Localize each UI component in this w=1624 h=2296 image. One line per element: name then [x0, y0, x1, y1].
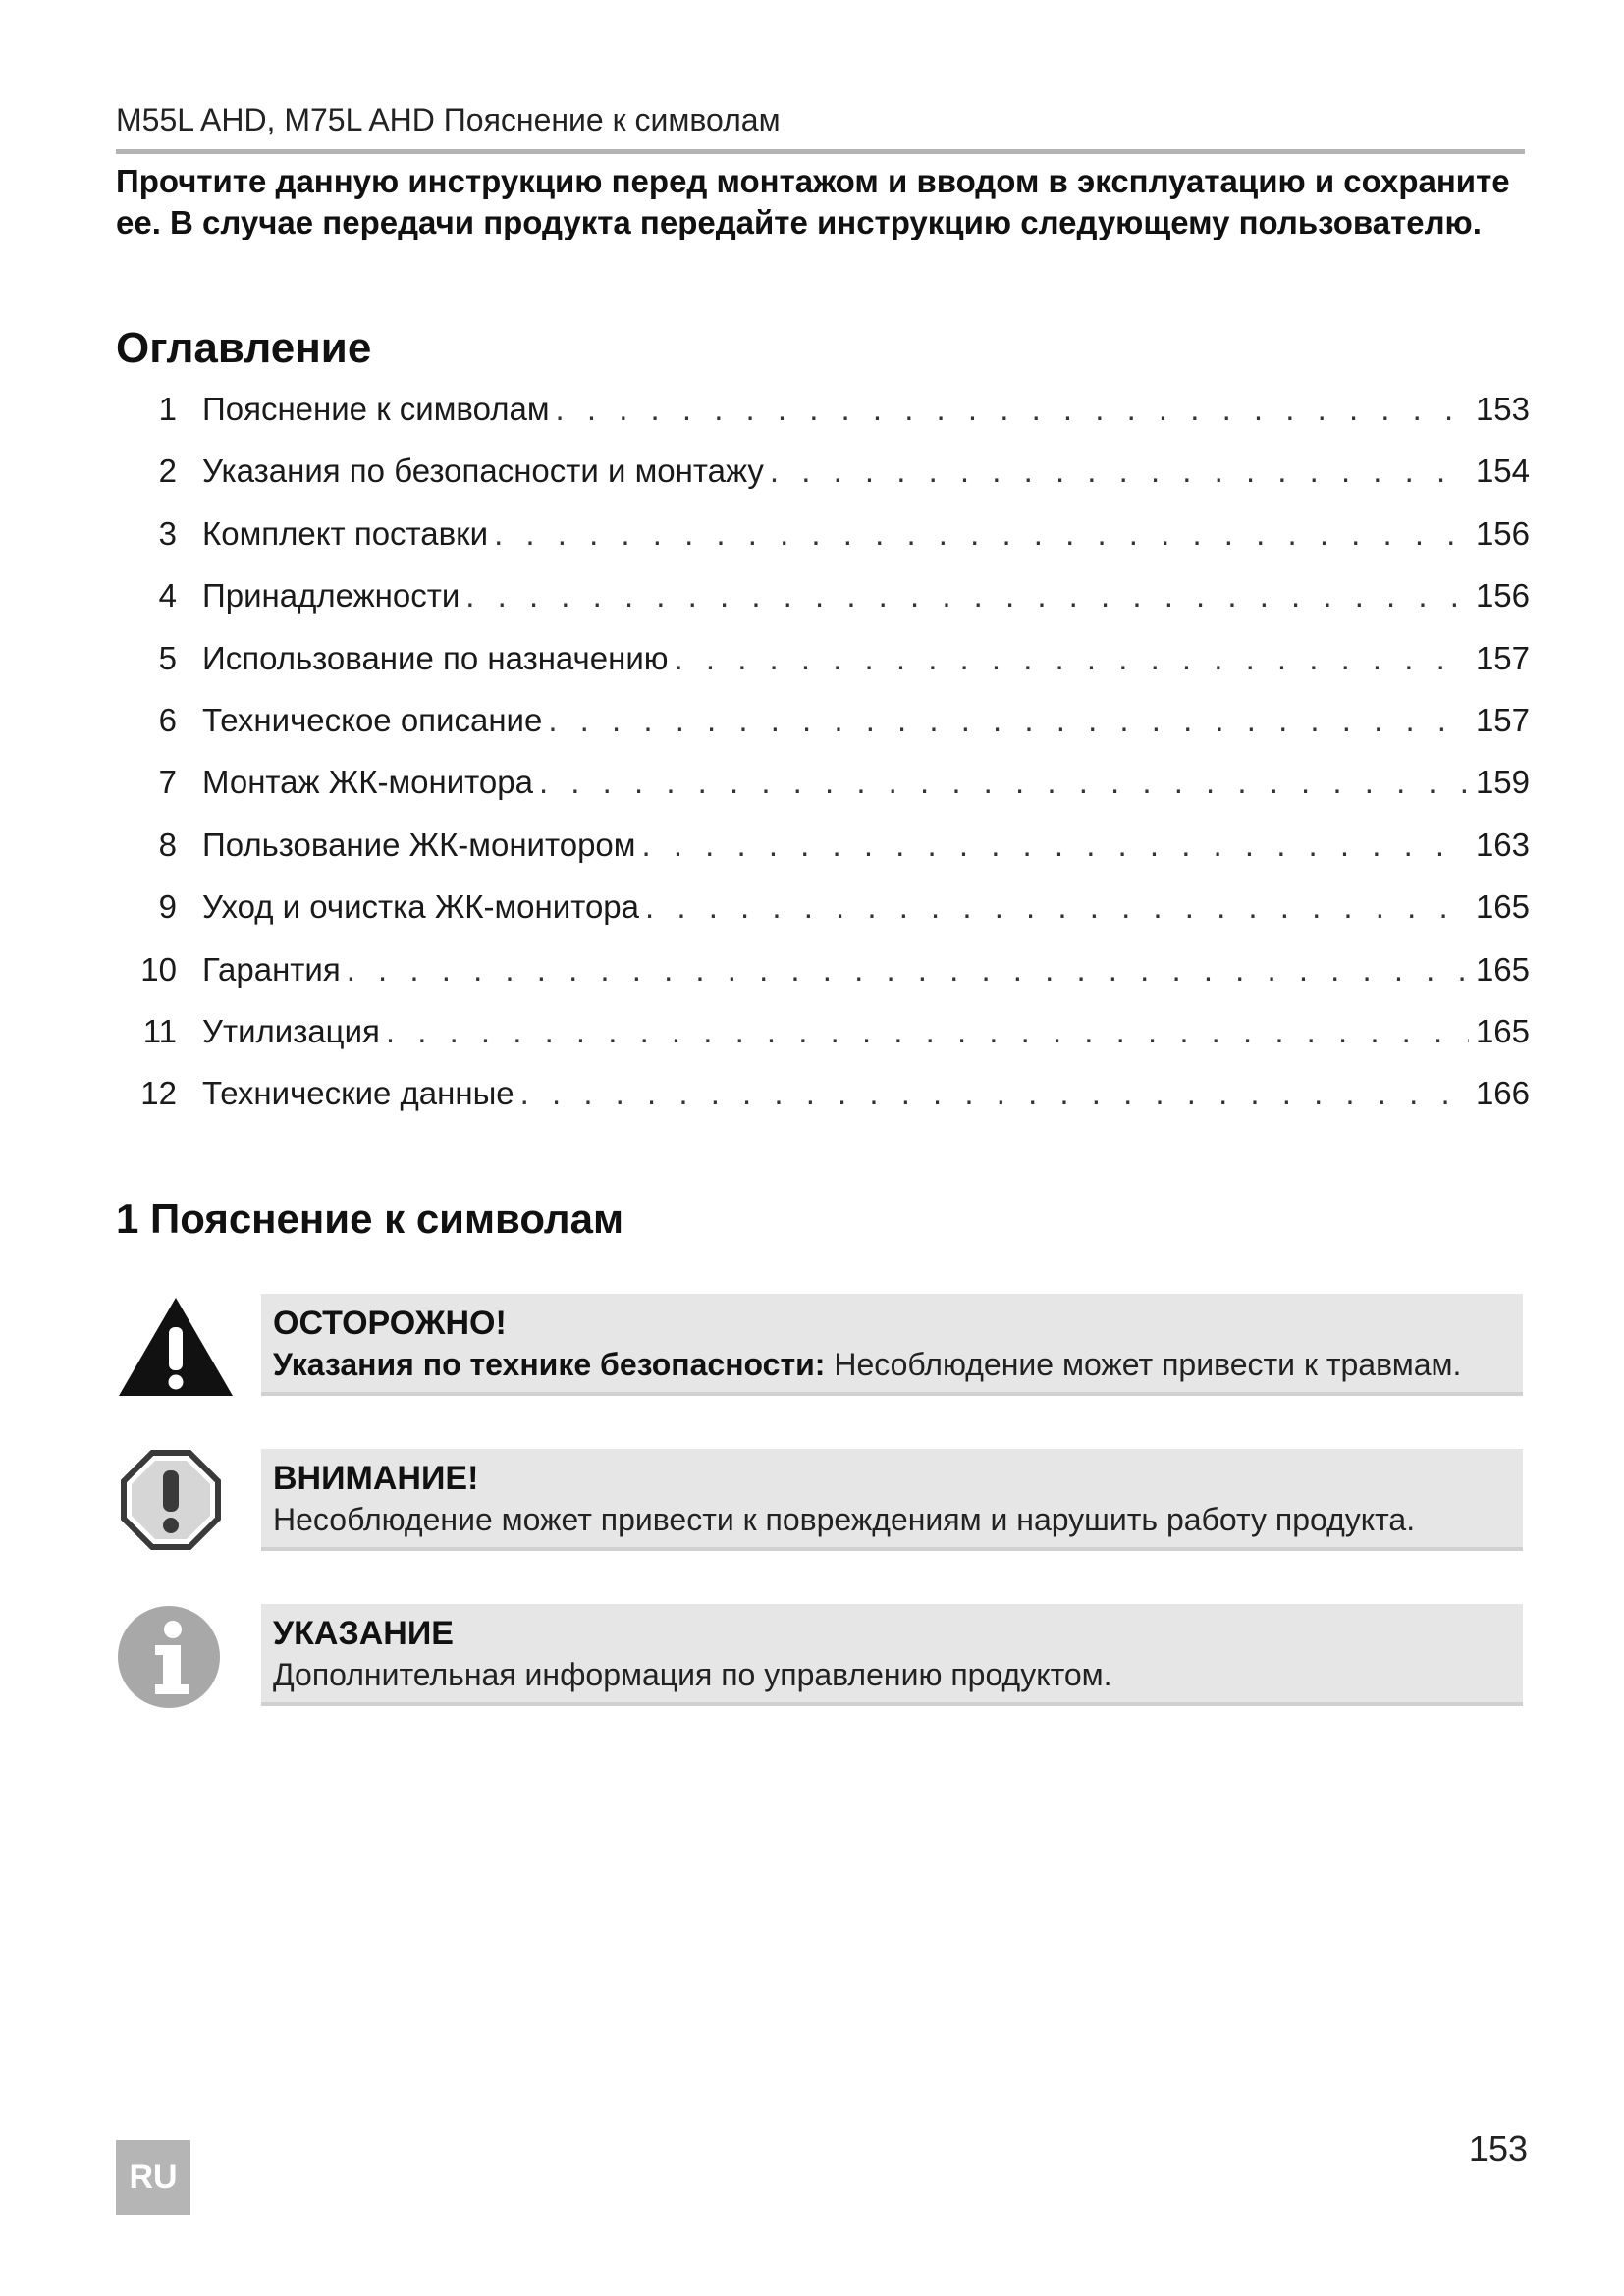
toc-item-page: 157 — [1475, 701, 1530, 738]
exclamation-octagon-icon — [116, 1449, 236, 1557]
toc-item-page: 165 — [1475, 1012, 1530, 1049]
toc-item[interactable] — [116, 453, 1530, 514]
toc-item-label: Утилизация — [202, 1012, 380, 1049]
toc-item-label: Использование по назначению — [202, 639, 669, 676]
toc-item-page: 154 — [1475, 453, 1530, 490]
toc-item-page: 166 — [1475, 1075, 1530, 1112]
toc-item-label: Уход и очистка ЖК-монитора — [202, 888, 640, 926]
toc-item-number: 2 — [158, 453, 177, 490]
warning-body-text: Несоблюдение может привести к травмам. — [825, 1347, 1462, 1382]
toc-item-label: Пользование ЖК-монитором — [202, 826, 636, 863]
caution-text: Несоблюдение может привести к повреждениям и нарушить работу продукта. — [273, 1502, 1416, 1537]
toc-item-number: 11 — [142, 1012, 177, 1049]
note-text: Дополнительная информация по управлению продуктом. — [273, 1657, 1112, 1692]
note-title: УКАЗАНИЕ — [273, 1615, 454, 1652]
caution-notice — [116, 1449, 1530, 1557]
info-circle-icon — [116, 1604, 236, 1712]
header-title: M55L AHD, M75L AHD Пояснение к символам — [116, 102, 781, 137]
toc-item-page: 157 — [1475, 639, 1530, 676]
toc-item-number: 4 — [158, 577, 177, 614]
toc-item[interactable] — [116, 764, 1530, 826]
toc-item[interactable] — [116, 702, 1530, 764]
toc-item-page: 165 — [1475, 888, 1530, 926]
header-divider — [116, 149, 1525, 154]
toc-item-number: 12 — [140, 1075, 177, 1112]
toc-item[interactable] — [116, 391, 1530, 453]
toc-leader-dots — [548, 702, 1469, 739]
toc-leader-dots — [556, 391, 1469, 428]
toc-item-number: 1 — [158, 391, 177, 427]
toc-item-page: 159 — [1475, 764, 1530, 801]
note-notice — [116, 1604, 1530, 1712]
page-number: 153 — [1468, 2128, 1528, 2168]
toc-heading: Оглавление — [116, 324, 372, 372]
intro-text: Прочтите данную инструкцию перед монтажом и вводом в эксплуатацию и сохраните ее. В случае передачи продукта передайте инструкцию следующему пользователю. — [116, 163, 1510, 240]
warning-title: ОСТОРОЖНО! — [273, 1305, 507, 1342]
toc-item-page: 156 — [1475, 514, 1530, 552]
toc-item-number: 8 — [158, 826, 177, 863]
toc-item-page: 156 — [1475, 577, 1530, 614]
warning-bold-text: Указания по технике безопасности: — [273, 1347, 826, 1382]
toc-item[interactable] — [116, 640, 1530, 702]
toc-leader-dots — [386, 1013, 1469, 1050]
toc-leader-dots — [539, 764, 1469, 801]
warning-notice-box — [261, 1294, 1523, 1396]
toc-item[interactable] — [116, 827, 1530, 888]
toc-leader-dots — [770, 453, 1469, 490]
toc-item-number: 6 — [158, 701, 177, 738]
caution-notice-box — [261, 1449, 1523, 1551]
toc-item-label: Пояснение к символам — [202, 391, 550, 427]
toc-leader-dots — [675, 640, 1469, 677]
toc-item-number: 9 — [158, 888, 177, 926]
toc-leader-dots — [641, 827, 1469, 864]
toc-item-number: 5 — [158, 639, 177, 676]
toc-item-label: Принадлежности — [202, 577, 460, 614]
warning-triangle-icon — [116, 1294, 236, 1402]
toc-item-label: Указания по безопасности и монтажу — [202, 453, 764, 490]
toc-item-label: Монтаж ЖК-монитора — [202, 764, 533, 801]
toc-item-number: 3 — [158, 514, 177, 552]
toc-item-number: 7 — [158, 764, 177, 801]
toc-item[interactable] — [116, 951, 1530, 1013]
toc-leader-dots — [520, 1075, 1469, 1112]
toc-item-number: 10 — [140, 950, 177, 988]
warning-text — [273, 1343, 1511, 1386]
toc-item-label: Гарантия — [202, 950, 341, 988]
caution-title: ВНИМАНИЕ! — [273, 1460, 479, 1497]
toc-item-page: 165 — [1475, 950, 1530, 988]
toc-leader-dots — [494, 515, 1469, 553]
toc-item-page: 163 — [1475, 826, 1530, 863]
toc-leader-dots — [645, 888, 1469, 926]
toc-item-page: 153 — [1475, 391, 1530, 427]
toc-item[interactable] — [116, 515, 1530, 577]
warning-notice — [116, 1294, 1530, 1402]
toc-item[interactable] — [116, 577, 1530, 639]
toc-leader-dots — [465, 577, 1469, 614]
language-badge: RU — [116, 2140, 190, 2215]
toc-item-label: Техническое описание — [202, 701, 543, 738]
note-notice-box — [261, 1604, 1523, 1706]
toc-item[interactable] — [116, 1013, 1530, 1075]
section-heading: 1 Пояснение к символам — [116, 1196, 624, 1242]
toc-item-label: Комплект поставки — [202, 514, 489, 552]
toc-item-label: Технические данные — [202, 1075, 514, 1112]
toc-item[interactable] — [116, 1075, 1530, 1137]
toc-leader-dots — [347, 951, 1469, 988]
table-of-contents — [116, 391, 1530, 1138]
toc-item[interactable] — [116, 888, 1530, 950]
